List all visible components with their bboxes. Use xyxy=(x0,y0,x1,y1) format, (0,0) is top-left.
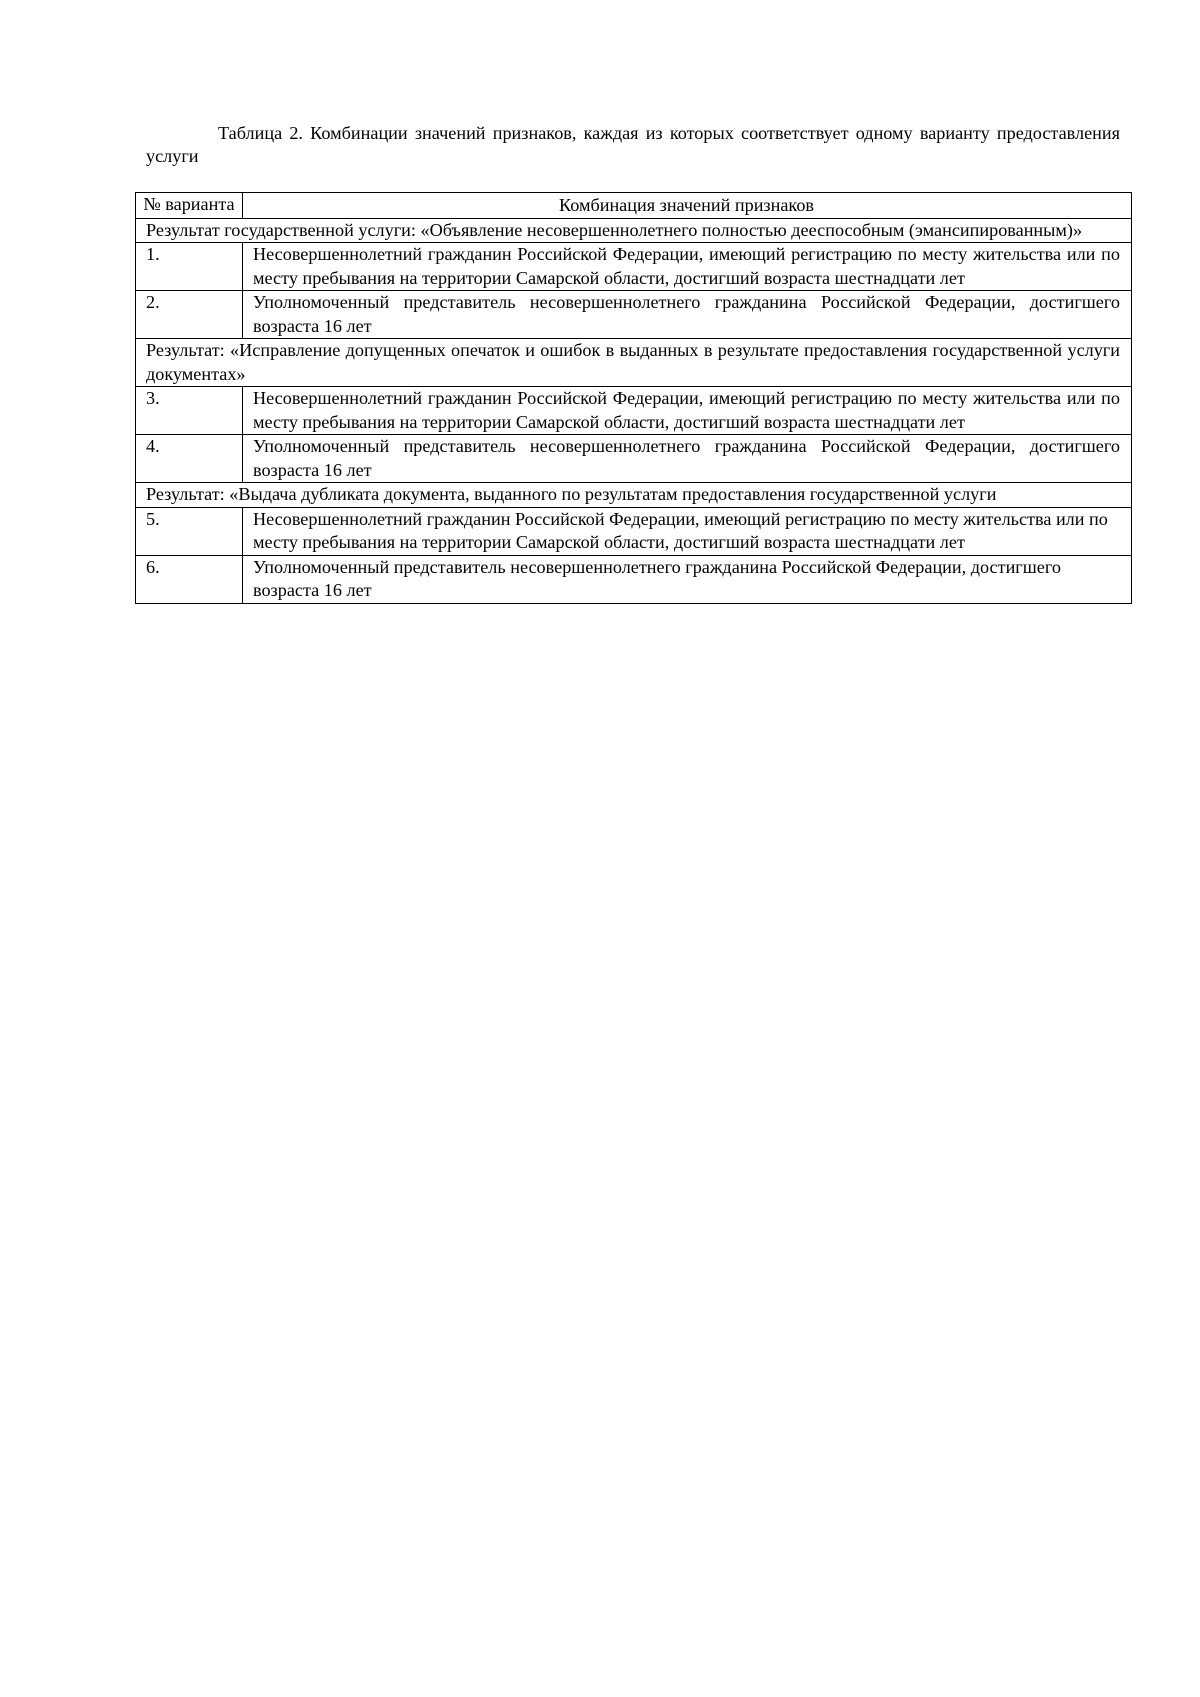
result-cell: Результат: «Исправление допущенных опечаток и ошибок в выданных в результате предоставления государственной услуги документах» xyxy=(136,339,1132,387)
table-header-row xyxy=(136,193,1132,219)
result-cell: Результат: «Выдача дубликата документа, выданного по результатам предоставления государственной услуги xyxy=(136,483,1132,508)
table-row xyxy=(136,435,1132,483)
header-combination: Комбинация значений признаков xyxy=(243,193,1132,219)
variant-number: 4. xyxy=(136,435,243,483)
variant-combination: Несовершеннолетний гражданин Российской Федерации, имеющий регистрацию по месту жительства или по месту пребывания на территории Самарской области, достигший возраста шестнадцати лет xyxy=(243,243,1132,291)
variant-combination: Уполномоченный представитель несовершеннолетнего гражданина Российской Федерации, достигшего возраста 16 лет xyxy=(243,291,1132,339)
result-row xyxy=(136,339,1132,387)
header-variant-number: № варианта xyxy=(136,193,243,219)
variant-combination: Несовершеннолетний гражданин Российской Федерации, имеющий регистрацию по месту жительства или по месту пребывания на территории Самарской области, достигший возраста шестнадцати лет xyxy=(243,387,1132,435)
table-row xyxy=(136,387,1132,435)
variant-combination: Несовершеннолетний гражданин Российской Федерации, имеющий регистрацию по месту жительства или по месту пребывания на территории Самарской области, достигший возраста шестнадцати лет xyxy=(243,507,1132,555)
table-caption: Таблица 2. Комбинации значений признаков, каждая из которых соответствует одному варианту предоставления услуги xyxy=(146,123,1120,166)
variant-number: 3. xyxy=(136,387,243,435)
variant-number: 6. xyxy=(136,555,243,603)
variant-combination: Уполномоченный представитель несовершеннолетнего гражданина Российской Федерации, достигшего возраста 16 лет xyxy=(243,435,1132,483)
variant-number: 5. xyxy=(136,507,243,555)
table-row xyxy=(136,507,1132,555)
variant-number: 1. xyxy=(136,243,243,291)
result-cell: Результат государственной услуги: «Объявление несовершеннолетнего полностью дееспособным (эмансипированным)» xyxy=(136,218,1132,243)
result-row xyxy=(136,218,1132,243)
variant-combination: Уполномоченный представитель несовершеннолетнего гражданина Российской Федерации, достигшего возраста 16 лет xyxy=(243,555,1132,603)
variant-number: 2. xyxy=(136,291,243,339)
table-row xyxy=(136,555,1132,603)
table-row xyxy=(136,243,1132,291)
variants-table xyxy=(135,192,1132,604)
result-row xyxy=(136,483,1132,508)
table-row xyxy=(136,291,1132,339)
